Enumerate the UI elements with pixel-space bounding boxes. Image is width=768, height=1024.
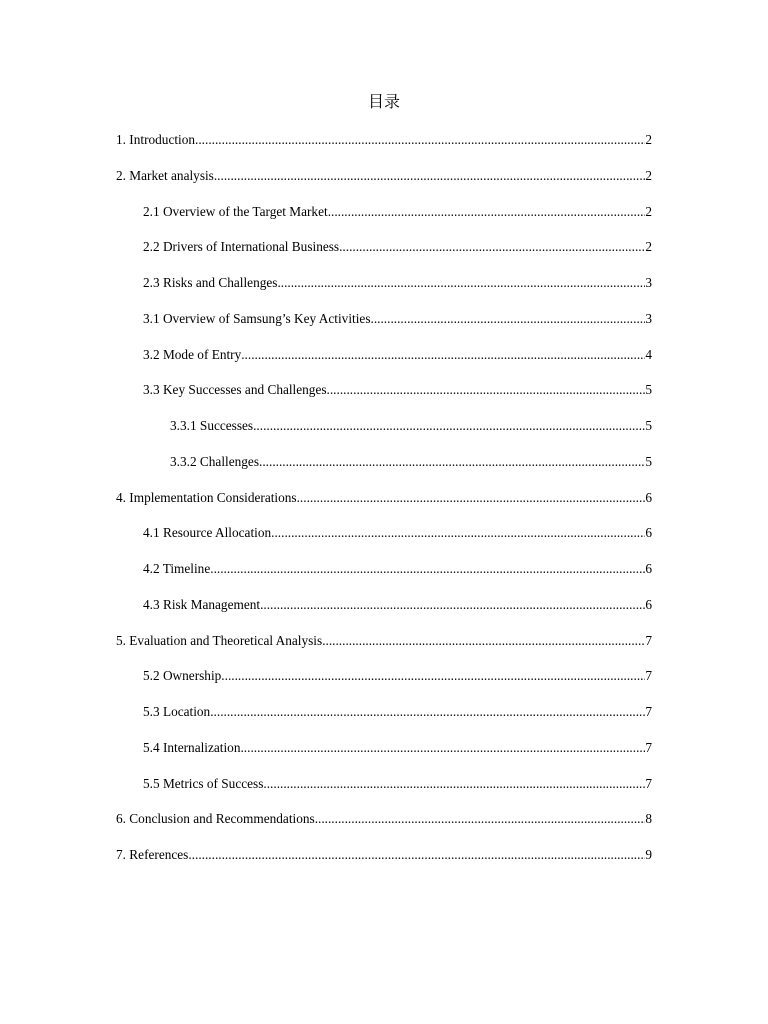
toc-entry-label: 4.1 Resource Allocation: [143, 525, 272, 541]
toc-entry-label: 2.1 Overview of the Target Market: [143, 203, 328, 219]
toc-page-number: 4: [645, 346, 652, 362]
toc-page-number: 5: [645, 382, 652, 398]
toc-dot-leader: [315, 807, 646, 831]
toc-page-number: 6: [645, 489, 652, 505]
toc-entry-metrics[interactable]: [116, 772, 652, 808]
toc-page-number: 5: [645, 418, 652, 433]
toc-entry-label: 3.3.1 Successes: [170, 418, 254, 433]
toc-dot-leader: [328, 200, 646, 224]
toc-dot-leader: [327, 378, 646, 402]
toc-entry-risks[interactable]: [116, 271, 652, 307]
toc-entry-label: 3.2 Mode of Entry: [143, 346, 242, 362]
toc-entry-introduction[interactable]: [116, 128, 652, 164]
toc-dot-leader: [271, 521, 645, 545]
toc-entry-label: 1. Introduction: [116, 132, 196, 147]
toc-entry-label: 3.3 Key Successes and Challenges: [143, 382, 327, 398]
toc-entry-label: 2.3 Risks and Challenges: [143, 275, 278, 290]
toc-page-number: 6: [645, 561, 652, 576]
toc-entry-location[interactable]: [116, 700, 652, 736]
toc-entry-challenges[interactable]: [116, 450, 652, 486]
toc-page-number: 7: [645, 668, 652, 684]
toc-entry-label: 5. Evaluation and Theoretical Analysis: [116, 632, 323, 648]
toc-page-number: 2: [645, 167, 652, 183]
toc-entry-label: 5.2 Ownership: [143, 668, 222, 684]
toc-dot-leader: [210, 700, 645, 724]
toc-entry-label: 4.2 Timeline: [143, 561, 211, 576]
toc-dot-leader: [260, 593, 645, 617]
toc-entry-successes-challenges[interactable]: [116, 378, 652, 414]
toc-page-number: 7: [645, 704, 652, 719]
toc-entry-timeline[interactable]: [116, 557, 652, 593]
toc-dot-leader: [241, 343, 645, 367]
toc-entry-label: 5.3 Location: [143, 704, 211, 719]
toc-page-number: 7: [645, 739, 652, 755]
toc-page-number: 7: [645, 632, 652, 648]
toc-page-number: 7: [645, 775, 652, 791]
toc-entry-successes[interactable]: [116, 414, 652, 450]
toc-entry-label: 6. Conclusion and Recommendations: [116, 811, 315, 827]
toc-dot-leader: [195, 128, 645, 152]
toc-entry-references[interactable]: [116, 843, 652, 879]
toc-page-number: 9: [645, 847, 652, 862]
toc-page-number: 5: [645, 453, 652, 469]
toc-entry-label: 4. Implementation Considerations: [116, 489, 297, 505]
toc-entry-label: 5.5 Metrics of Success: [143, 775, 264, 791]
toc-entry-resource-allocation[interactable]: [116, 521, 652, 557]
toc-dot-leader: [322, 629, 645, 653]
toc-page-number: 6: [645, 525, 652, 541]
toc-entry-key-activities[interactable]: [116, 307, 652, 343]
toc-page-number: 2: [645, 132, 652, 147]
toc-entry-label: 4.3 Risk Management: [143, 596, 261, 612]
toc-dot-leader: [221, 664, 645, 688]
toc-entry-internalization[interactable]: [116, 736, 652, 772]
toc-dot-leader: [240, 736, 645, 760]
toc-entry-label: 7. References: [116, 847, 189, 862]
toc-entry-label: 2. Market analysis: [116, 167, 214, 183]
toc-dot-leader: [263, 772, 645, 796]
toc-entry-target-market[interactable]: [116, 200, 652, 236]
toc-dot-leader: [259, 450, 645, 474]
toc-page-number: 3: [645, 275, 652, 290]
toc-page-number: 3: [645, 310, 652, 326]
toc-dot-leader: [253, 414, 645, 438]
toc-page-number: 8: [645, 811, 652, 827]
toc-dot-leader: [277, 271, 645, 295]
toc-dot-leader: [371, 307, 646, 331]
toc-entry-mode-of-entry[interactable]: [116, 343, 652, 379]
toc-page-number: 2: [645, 203, 652, 219]
table-of-contents: [116, 128, 652, 879]
toc-dot-leader: [297, 486, 646, 510]
toc-page-number: 6: [645, 596, 652, 612]
toc-entry-label: 2.2 Drivers of International Business: [143, 239, 340, 255]
toc-entry-label: 3.1 Overview of Samsung’s Key Activities: [143, 310, 371, 326]
toc-entry-evaluation[interactable]: [116, 629, 652, 665]
toc-dot-leader: [188, 843, 645, 867]
toc-entry-label: 5.4 Internalization: [143, 739, 241, 755]
toc-dot-leader: [214, 164, 645, 188]
toc-title: 目录: [367, 94, 400, 111]
toc-entry-market-analysis[interactable]: [116, 164, 652, 200]
toc-dot-leader: [210, 557, 645, 581]
toc-entry-conclusion[interactable]: [116, 807, 652, 843]
toc-entry-ownership[interactable]: [116, 664, 652, 700]
toc-entry-risk-management[interactable]: [116, 593, 652, 629]
toc-dot-leader: [339, 235, 645, 259]
toc-entry-drivers[interactable]: [116, 235, 652, 271]
toc-entry-label: 3.3.2 Challenges: [170, 453, 260, 469]
toc-entry-implementation[interactable]: [116, 486, 652, 522]
toc-page-number: 2: [645, 239, 652, 255]
